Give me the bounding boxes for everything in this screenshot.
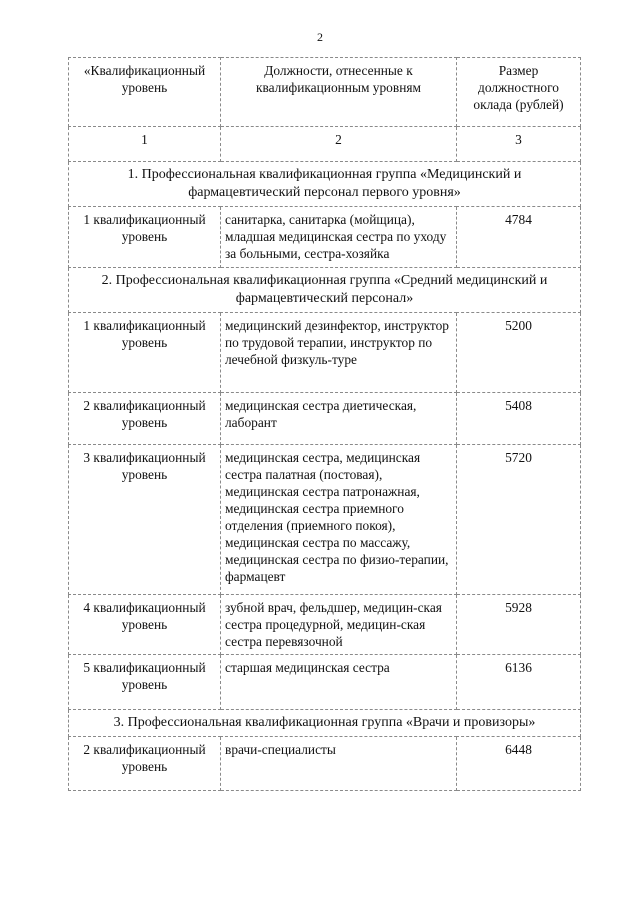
table-row	[69, 595, 581, 655]
column-number: 2	[221, 127, 457, 162]
header-positions: Должности, отнесенные к квалификационным уровням	[221, 58, 457, 127]
header-level: «Квалификационный уровень	[69, 58, 221, 127]
salary-value: 5928	[457, 595, 581, 655]
qualification-table	[68, 57, 581, 791]
group-title: 1. Профессиональная квалификационная группа «Медицинский и фармацевтический персонал первого уровня»	[69, 162, 581, 207]
qualification-level: 4 квалификационный уровень	[69, 595, 221, 655]
page-number: 2	[317, 30, 323, 44]
positions-list: медицинский дезинфектор, инструктор по трудовой терапии, инструктор по лечебной физкуль-туре	[221, 313, 457, 393]
qualification-level: 2 квалификационный уровень	[69, 737, 221, 791]
group-title: 3. Профессиональная квалификационная группа «Врачи и провизоры»	[69, 710, 581, 737]
positions-list: санитарка, санитарка (мойщица), младшая медицинская сестра по уходу за больными, сестра-хозяйка	[221, 207, 457, 268]
column-number: 1	[69, 127, 221, 162]
qualification-level: 3 квалификационный уровень	[69, 445, 221, 595]
table-row	[69, 207, 581, 268]
qualification-level: 2 квалификационный уровень	[69, 393, 221, 445]
group-heading-row	[69, 268, 581, 313]
positions-list: старшая медицинская сестра	[221, 655, 457, 710]
positions-list: зубной врач, фельдшер, медицин-ская сестра процедурной, медицин-ская сестра перевязочной	[221, 595, 457, 655]
table-header-row	[69, 58, 581, 127]
salary-value: 6136	[457, 655, 581, 710]
salary-value: 4784	[457, 207, 581, 268]
positions-list: медицинская сестра, медицинская сестра палатная (постовая), медицинская сестра патронажная, медицинская сестра приемного отделения (приемного покоя), медицинская сестра по массажу, медицинская сестра по физио-терапии, фармацевт	[221, 445, 457, 595]
positions-list: медицинская сестра диетическая, лаборант	[221, 393, 457, 445]
positions-list: врачи-специалисты	[221, 737, 457, 791]
column-number: 3	[457, 127, 581, 162]
table-row	[69, 655, 581, 710]
table-row	[69, 445, 581, 595]
salary-value: 5720	[457, 445, 581, 595]
header-salary: Размер должностного оклада (рублей)	[457, 58, 581, 127]
salary-value: 5200	[457, 313, 581, 393]
group-heading-row	[69, 162, 581, 207]
salary-value: 6448	[457, 737, 581, 791]
qualification-level: 1 квалификационный уровень	[69, 313, 221, 393]
table-row	[69, 313, 581, 393]
table-row	[69, 737, 581, 791]
group-heading-row	[69, 710, 581, 737]
qualification-level: 1 квалификационный уровень	[69, 207, 221, 268]
group-title: 2. Профессиональная квалификационная группа «Средний медицинский и фармацевтический персонал»	[69, 268, 581, 313]
table-row	[69, 393, 581, 445]
column-numbers-row	[69, 127, 581, 162]
qualification-level: 5 квалификационный уровень	[69, 655, 221, 710]
salary-value: 5408	[457, 393, 581, 445]
